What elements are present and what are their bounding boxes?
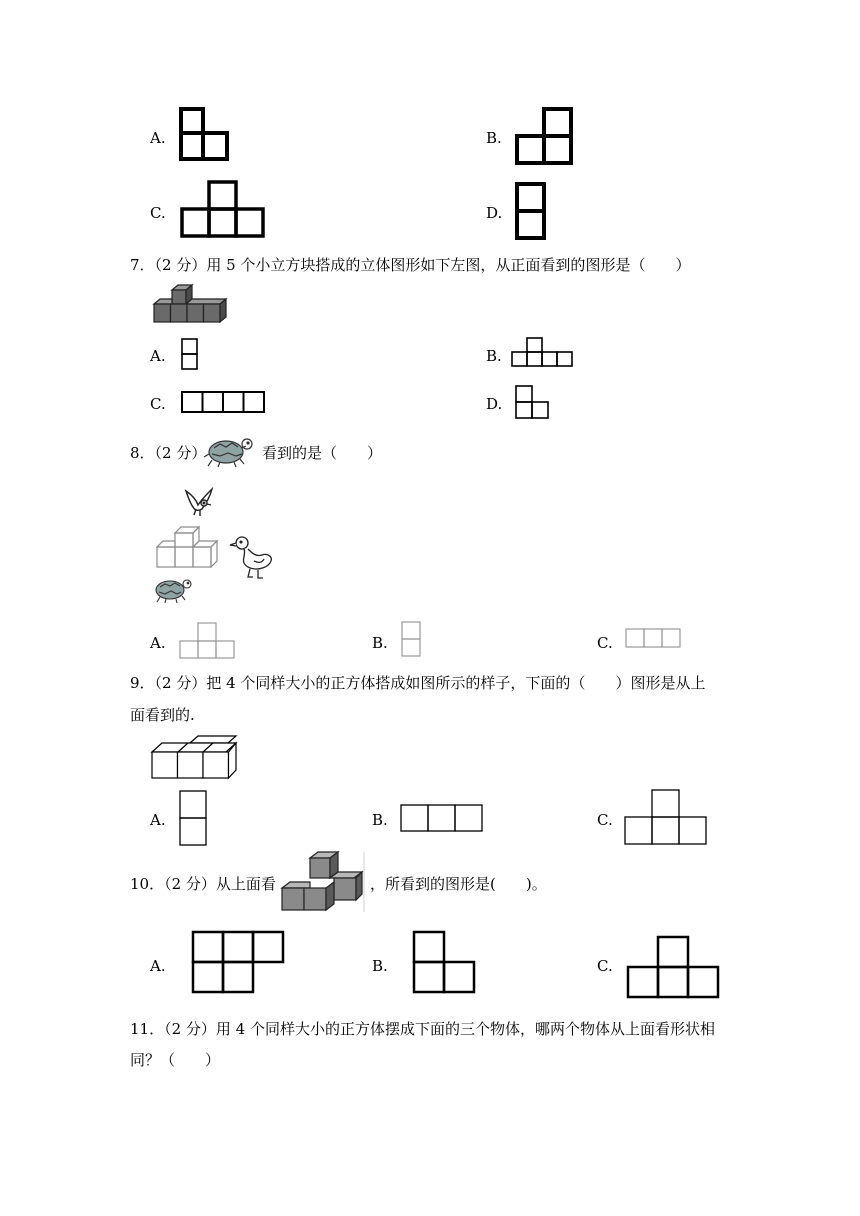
q11-stem-line1: 11．（2 分）用 4 个同样大小的正方体摆成下面的三个物体，哪两个物体从上面看形状相 <box>130 1020 715 1038</box>
q10-option-c-figure <box>626 935 724 1001</box>
q7-stem: 7．（2 分）用 5 个小立方块搭成的立体图形如下左图，从正面看到的图形是（ ） <box>130 256 691 274</box>
q9-stem-line1: 9．（2 分）把 4 个同样大小的正方体搭成如图所示的样子，下面的（ ）图形是从上 <box>130 674 706 692</box>
q10-stem-suffix: ，所看到的图形是( )。 <box>370 875 547 893</box>
q10-option-b-label: B. <box>372 957 388 975</box>
q8-option-c-label: C. <box>597 634 613 652</box>
q10-stem-prefix: 10．（2 分）从上面看 <box>130 875 276 893</box>
q6-option-c-figure <box>180 180 268 240</box>
q9-option-c-label: C. <box>597 811 613 829</box>
q6-option-b-figure <box>514 106 576 166</box>
bird-icon <box>182 485 216 519</box>
q9-option-c-figure <box>624 789 710 847</box>
q6-option-a-label: A. <box>150 129 166 147</box>
q7-option-b-figure <box>511 337 575 369</box>
q7-option-a-label: A. <box>150 347 166 365</box>
q6-option-d-figure <box>514 181 550 243</box>
q9-option-b-figure <box>400 804 486 834</box>
q6-option-d-label: D. <box>486 204 503 222</box>
q8-solid-figure <box>155 523 219 571</box>
q9-option-a-label: A. <box>150 811 166 829</box>
q8-stem-suffix: 看到的是（ ） <box>262 444 383 462</box>
q8-option-b-label: B. <box>372 634 388 652</box>
q7-option-c-label: C. <box>150 395 166 413</box>
q9-option-b-label: B. <box>372 811 388 829</box>
turtle-icon <box>152 575 194 607</box>
q8-stem-prefix: 8．（2 分） <box>130 444 207 462</box>
q7-option-d-figure <box>514 384 554 422</box>
q6-option-b-label: B. <box>486 129 502 147</box>
q6-option-a-figure <box>178 106 234 162</box>
q10-option-c-label: C. <box>597 957 613 975</box>
q10-option-a-label: A. <box>150 957 166 975</box>
q7-solid-figure <box>152 284 228 326</box>
q11-stem-line2: 同？（ ） <box>130 1051 221 1069</box>
q9-solid-figure <box>150 734 242 782</box>
q10-option-b-figure <box>412 930 478 996</box>
q9-option-a-figure <box>179 790 209 848</box>
q10-solid-figure <box>278 850 366 914</box>
q7-option-d-label: D. <box>486 395 503 413</box>
q8-option-a-figure <box>179 621 237 661</box>
q7-option-c-figure <box>180 390 268 416</box>
q7-option-b-label: B. <box>486 347 502 365</box>
q9-stem-line2: 面看到的. <box>130 706 195 724</box>
turtle-icon <box>202 432 256 470</box>
q8-option-c-figure <box>625 628 683 652</box>
q8-option-a-label: A. <box>150 634 166 652</box>
duck-icon <box>230 533 274 581</box>
q10-option-a-figure <box>191 930 287 996</box>
q6-option-c-label: C. <box>150 204 166 222</box>
q8-option-b-figure <box>400 620 424 660</box>
q7-option-a-figure <box>181 338 201 372</box>
